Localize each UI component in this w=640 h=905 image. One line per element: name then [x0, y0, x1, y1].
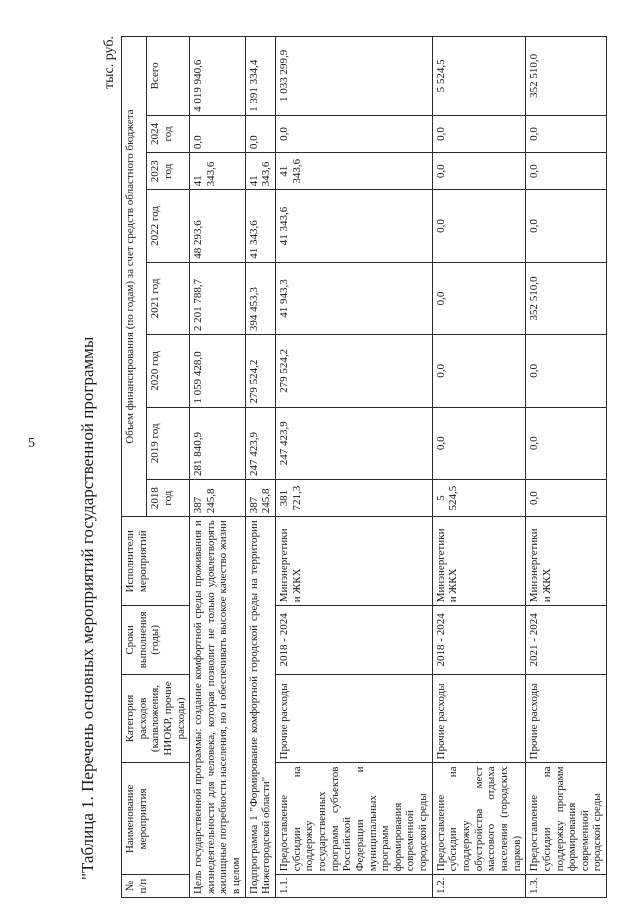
page-number: 5 [28, 436, 35, 451]
value-cell: 0,0 [432, 262, 525, 334]
value-cell: 0,0 [432, 190, 525, 262]
row-term: 2021 - 2024 [526, 606, 607, 674]
row-term: 2018 - 2024 [276, 606, 433, 674]
header-num: № п/п [122, 875, 190, 898]
subprogram-text: Подпрограмма 1 "Формирование комфортной городской среды на территории Нижегородской области" [245, 517, 275, 898]
value-cell: 5 524,5 [432, 37, 525, 116]
header-year: 2019 год [147, 407, 190, 479]
row-term: 2018 - 2024 [432, 606, 525, 674]
table-row [432, 37, 525, 898]
table-row [526, 37, 607, 898]
header-year: 2023 год [147, 153, 190, 190]
table-title: "Таблица 1. Перечень основных мероприятий государственной программы [78, 336, 97, 880]
goal-text: Цель государственной программы: создание комфортной среды проживания и жизнедеятельности для человека, которая позволит не только удовлетворять жилищные потребности населения, но и обеспечивать высокое качество жизни в целом [190, 517, 246, 898]
header-year: 2021 год [147, 262, 190, 334]
row-executor: Минэнергетики и ЖКХ [276, 517, 433, 606]
header-executor: Исполнители мероприятий [122, 517, 190, 606]
value-cell: 381 721,3 [276, 480, 433, 517]
value-cell: 0,0 [432, 407, 525, 479]
header-year: 2020 год [147, 335, 190, 407]
value-cell: 5 524,5 [432, 480, 525, 517]
value-cell: 2 201 788,7 [190, 262, 246, 334]
value-cell: 0,0 [526, 153, 607, 190]
value-cell: 279 524,2 [245, 335, 275, 407]
header-category: Категория расходов (капвложения, НИОКР, прочие расходы) [122, 674, 190, 763]
header-row [122, 37, 147, 898]
value-cell: 279 524,2 [276, 335, 433, 407]
value-cell: 0,0 [526, 115, 607, 152]
subprogram-row [245, 37, 275, 898]
value-cell: 0,0 [245, 115, 275, 152]
row-num: 1.3. [526, 875, 607, 898]
value-cell: 1 033 299,9 [276, 37, 433, 116]
value-cell: 0,0 [526, 335, 607, 407]
table-row [276, 37, 433, 898]
header-term: Сроки выполнения (годы) [122, 606, 190, 674]
value-cell: 41 943,3 [276, 262, 433, 334]
value-cell: 48 293,6 [190, 190, 246, 262]
value-cell: 0,0 [526, 407, 607, 479]
value-cell: 41 343,6 [276, 153, 433, 190]
value-cell: 1 059 428,0 [190, 335, 246, 407]
value-cell: 0,0 [432, 335, 525, 407]
row-name: Предоставление субсидии на поддержку государственных программ субъектов Российской Федерации и муниципальных программ формирования современной городской среды [276, 763, 433, 875]
value-cell: 247 423,9 [276, 407, 433, 479]
header-year: 2018 год [147, 480, 190, 517]
value-cell: 0,0 [190, 115, 246, 152]
value-cell: 352 510,0 [526, 262, 607, 334]
row-category: Прочие расходы [432, 674, 525, 763]
value-cell: 0,0 [276, 115, 433, 152]
measures-table [121, 36, 607, 898]
value-cell: 0,0 [432, 153, 525, 190]
header-funding: Объем финансирования (по годам) за счет средств областного бюджета [122, 37, 147, 517]
value-cell: 281 840,9 [190, 407, 246, 479]
row-executor: Минэнергетики и ЖКХ [526, 517, 607, 606]
row-name: Предоставление субсидии на поддержку программ формирования современной городской среды [526, 763, 607, 875]
value-cell: 41 343,6 [190, 153, 246, 190]
value-cell: 0,0 [432, 115, 525, 152]
row-category: Прочие расходы [526, 674, 607, 763]
row-category: Прочие расходы [276, 674, 433, 763]
value-cell: 1 391 334,4 [245, 37, 275, 116]
header-total: Всего [147, 37, 190, 116]
header-year: 2022 год [147, 190, 190, 262]
value-cell: 41 343,6 [276, 190, 433, 262]
value-cell: 41 343,6 [245, 190, 275, 262]
row-num: 1.2. [432, 875, 525, 898]
row-num: 1.1. [276, 875, 433, 898]
value-cell: 352 510,0 [526, 37, 607, 116]
row-name: Предоставление субсидии на поддержку обустройства мест массового отдыха населения (городских парков) [432, 763, 525, 875]
value-cell: 41 343,6 [245, 153, 275, 190]
row-executor: Минэнергетики и ЖКХ [432, 517, 525, 606]
value-cell: 4 019 940,6 [190, 37, 246, 116]
header-year: 2024 год [147, 115, 190, 152]
units-label: тыс. руб. [102, 36, 117, 89]
header-name: Наименование мероприятия [122, 763, 190, 875]
rotated-page [78, 28, 640, 898]
value-cell: 0,0 [526, 480, 607, 517]
value-cell: 247 423,9 [245, 407, 275, 479]
value-cell: 387 245,8 [190, 480, 246, 517]
value-cell: 387 245,8 [245, 480, 275, 517]
value-cell: 394 453,3 [245, 262, 275, 334]
goal-row [190, 37, 246, 898]
value-cell: 0,0 [526, 190, 607, 262]
